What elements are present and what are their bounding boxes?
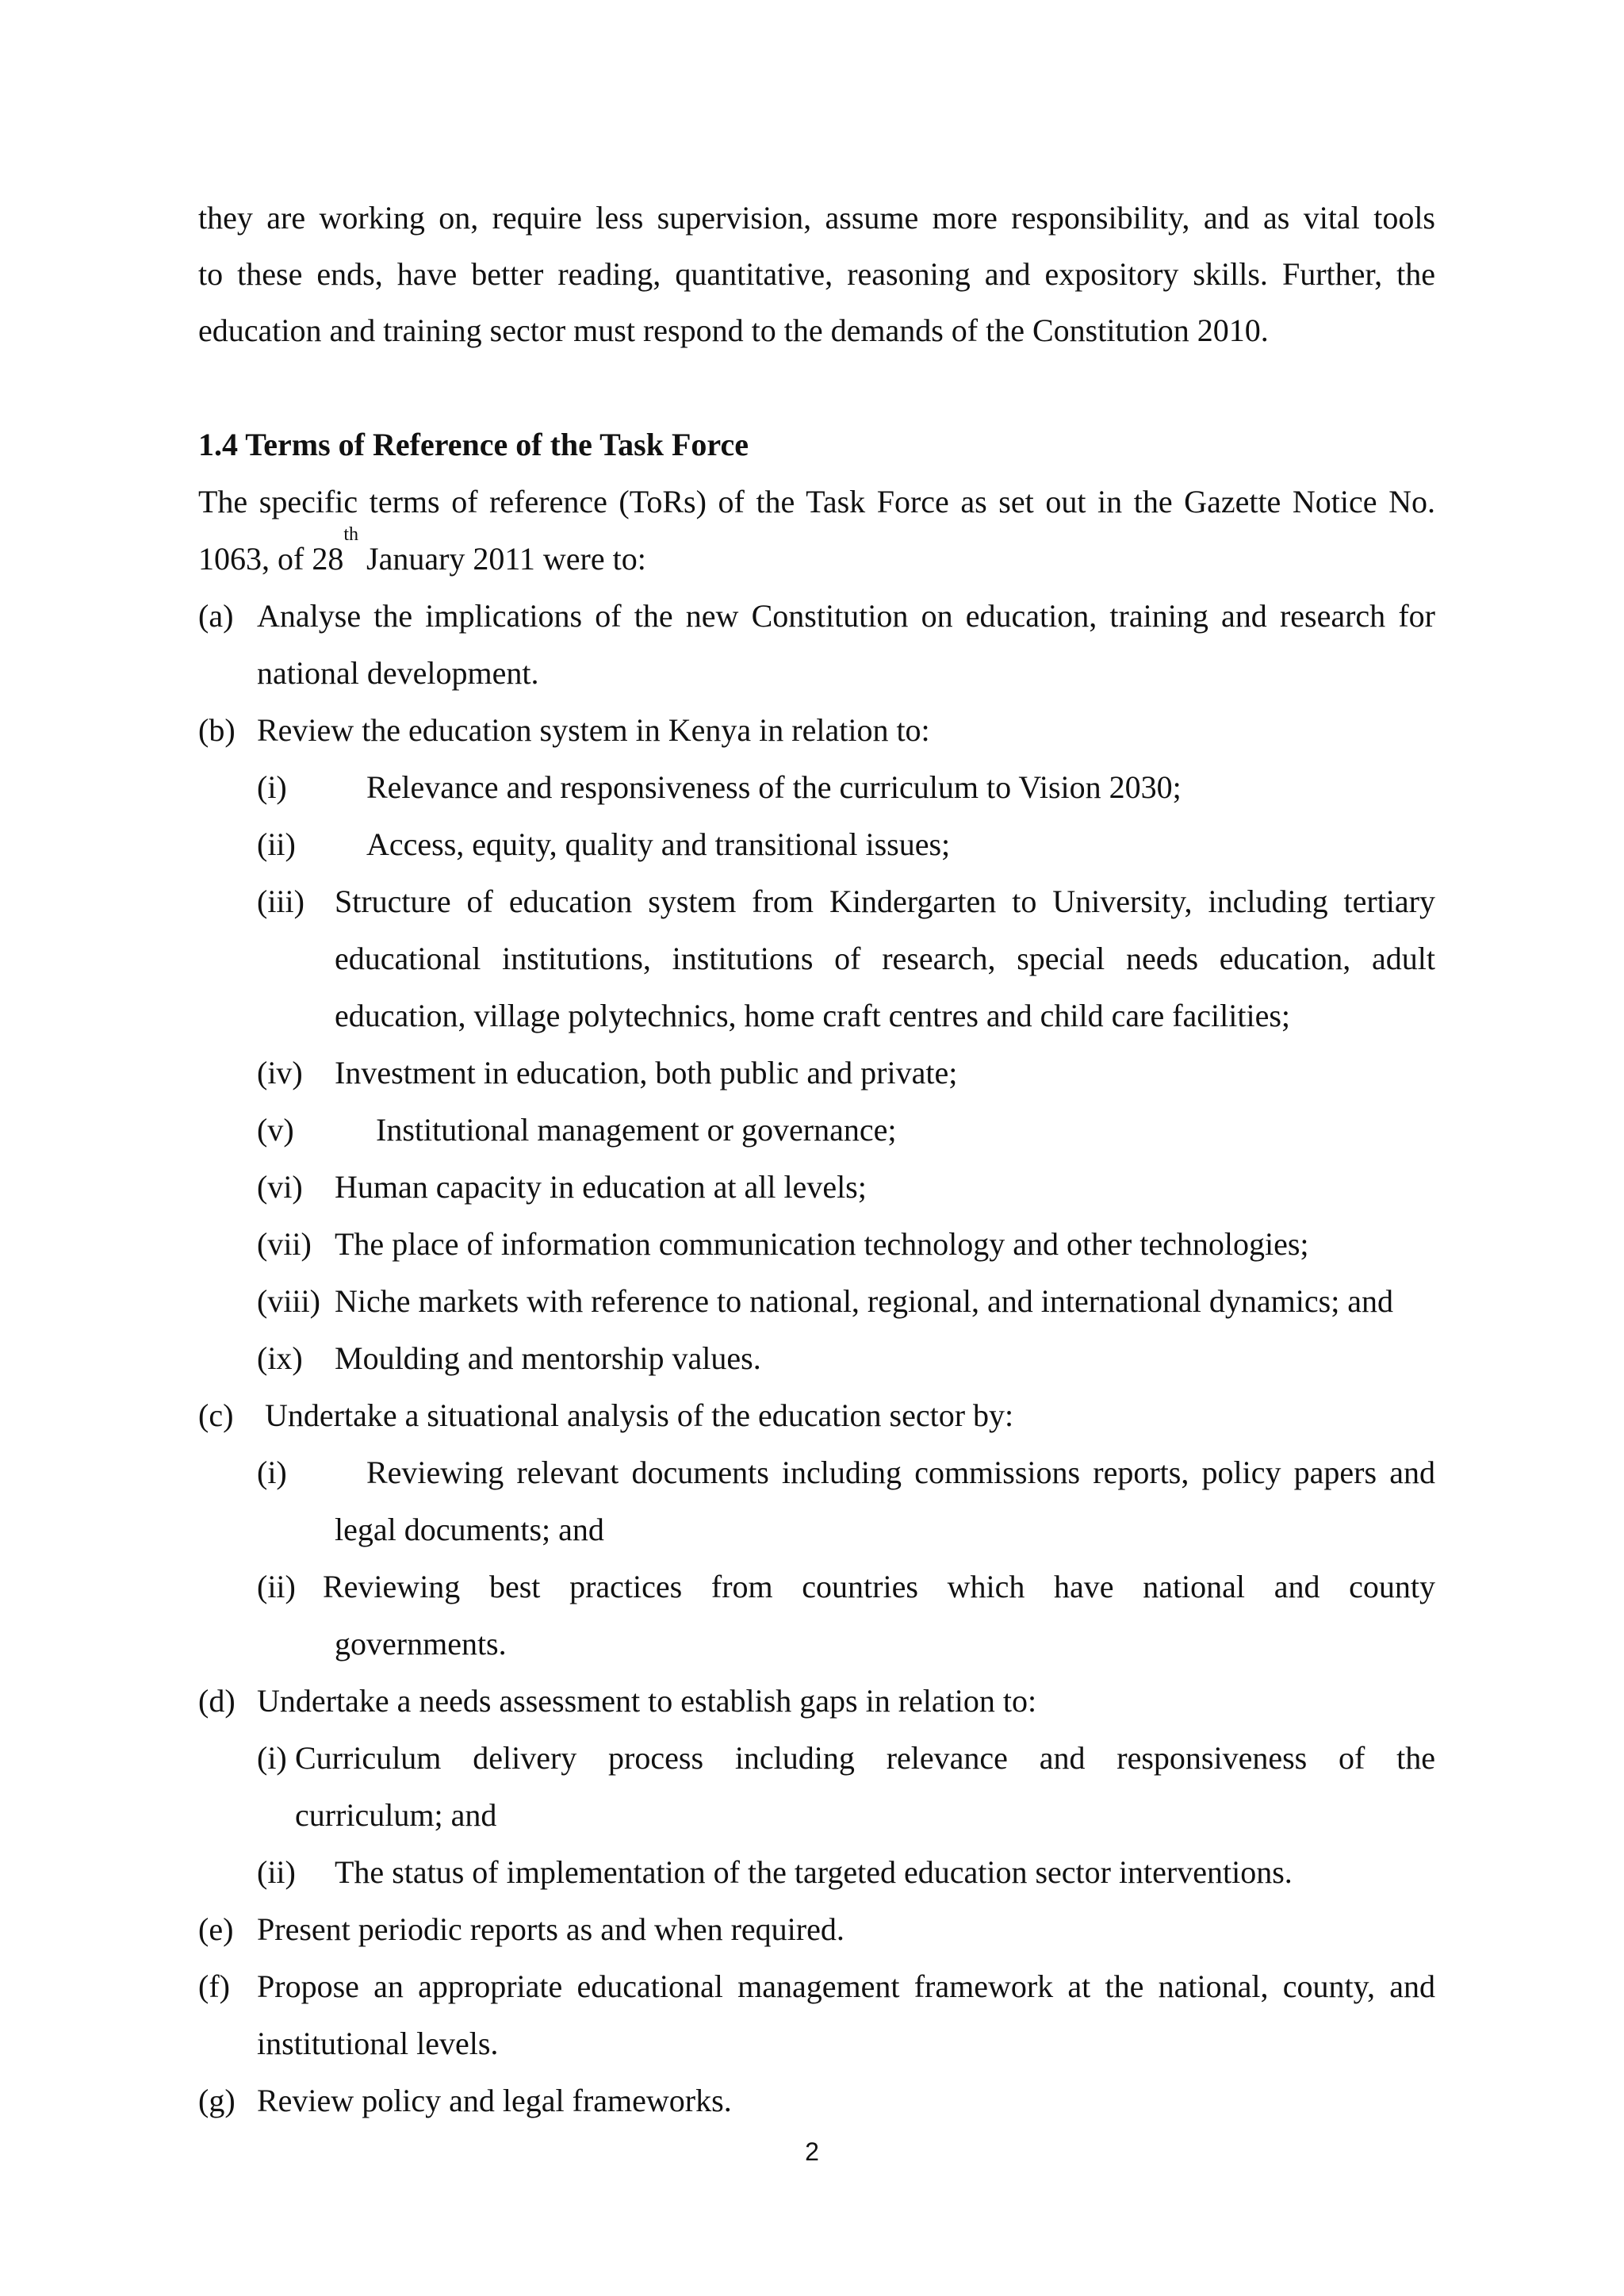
- sublist-label: (i): [257, 1740, 287, 1776]
- sublist-item-text: Access, equity, quality and transitional issues;: [366, 826, 951, 862]
- sublist-item-text: curriculum; and: [295, 1797, 497, 1833]
- paragraph-line: to these ends, have better reading, quantitative, reasoning and expository skills. Further, the: [198, 256, 1435, 292]
- ordinal-superscript: th: [343, 524, 358, 545]
- sublist-item-text: Structure of education system from Kindergarten to University, including tertiary: [335, 884, 1435, 919]
- sublist-label: (ii): [257, 1854, 296, 1890]
- paragraph-line: The specific terms of reference (ToRs) of the Task Force as set out in the Gazette Notice No.: [198, 484, 1435, 519]
- list-item-text: national development.: [257, 655, 539, 691]
- list-label: (f): [198, 1968, 230, 2004]
- list-label: (a): [198, 598, 234, 634]
- sublist-item-text: The status of implementation of the targeted education sector interventions.: [335, 1854, 1293, 1890]
- sublist-label: (i): [257, 1455, 287, 1490]
- page-number: 2: [805, 2137, 819, 2166]
- sublist-item-text: governments.: [335, 1626, 507, 1662]
- list-item-text: Undertake a needs assessment to establish gaps in relation to:: [257, 1683, 1037, 1719]
- list-label: (g): [198, 2083, 236, 2118]
- sublist-item-text: Curriculum delivery process including relevance and responsiveness of the: [295, 1740, 1435, 1776]
- list-item-text: Propose an appropriate educational management framework at the national, county, and: [257, 1968, 1435, 2004]
- paragraph-line: education and training sector must respond to the demands of the Constitution 2010.: [198, 312, 1269, 348]
- list-label: (d): [198, 1683, 236, 1719]
- sublist-label: (ix): [257, 1340, 303, 1376]
- list-item-text: Review the education system in Kenya in relation to:: [257, 712, 930, 748]
- list-item-text: Undertake a situational analysis of the education sector by:: [265, 1397, 1014, 1433]
- list-item-text: institutional levels.: [257, 2026, 499, 2061]
- sublist-label: (iii): [257, 884, 304, 919]
- sublist-item-text: The place of information communication technology and other technologies;: [335, 1226, 1309, 1262]
- list-item-text: Analyse the implications of the new Constitution on education, training and research for: [257, 598, 1435, 634]
- sublist-item-text: Investment in education, both public and private;: [335, 1055, 958, 1091]
- sublist-item-text: Moulding and mentorship values.: [335, 1340, 761, 1376]
- sublist-item-text: Reviewing best practices from countries which have national and county: [323, 1569, 1435, 1604]
- list-item-text: Review policy and legal frameworks.: [257, 2083, 732, 2118]
- list-item-text: Present periodic reports as and when required.: [257, 1911, 845, 1947]
- sublist-item-text: Niche markets with reference to national, regional, and international dynamics; and: [335, 1283, 1394, 1319]
- sublist-label: (v): [257, 1112, 294, 1148]
- sublist-item-text: Institutional management or governance;: [376, 1112, 897, 1148]
- sublist-item-text: Human capacity in education at all levels;: [335, 1169, 867, 1205]
- sublist-label: (vi): [257, 1169, 303, 1205]
- list-label: (c): [198, 1397, 234, 1433]
- sublist-item-text: Reviewing relevant documents including commissions reports, policy papers and: [366, 1455, 1435, 1490]
- paragraph-line: 1063, of 28th January 2011 were to:: [198, 524, 646, 577]
- list-label: (b): [198, 712, 236, 748]
- sublist-label: (ii): [257, 1569, 296, 1604]
- sublist-item-text: legal documents; and: [335, 1512, 604, 1547]
- sublist-item-text: educational institutions, institutions of research, special needs education, adult: [335, 941, 1435, 976]
- sublist-label: (iv): [257, 1055, 303, 1091]
- paragraph-line: they are working on, require less supervision, assume more responsibility, and as vital tools: [198, 200, 1435, 236]
- sublist-label: (vii): [257, 1226, 312, 1262]
- sublist-item-text: education, village polytechnics, home craft centres and child care facilities;: [335, 998, 1291, 1033]
- sublist-label: (viii): [257, 1283, 320, 1319]
- list-label: (e): [198, 1911, 234, 1947]
- sublist-label: (ii): [257, 826, 296, 862]
- sublist-label: (i): [257, 769, 287, 805]
- sublist-item-text: Relevance and responsiveness of the curriculum to Vision 2030;: [366, 769, 1182, 805]
- section-heading: 1.4 Terms of Reference of the Task Force: [198, 427, 749, 462]
